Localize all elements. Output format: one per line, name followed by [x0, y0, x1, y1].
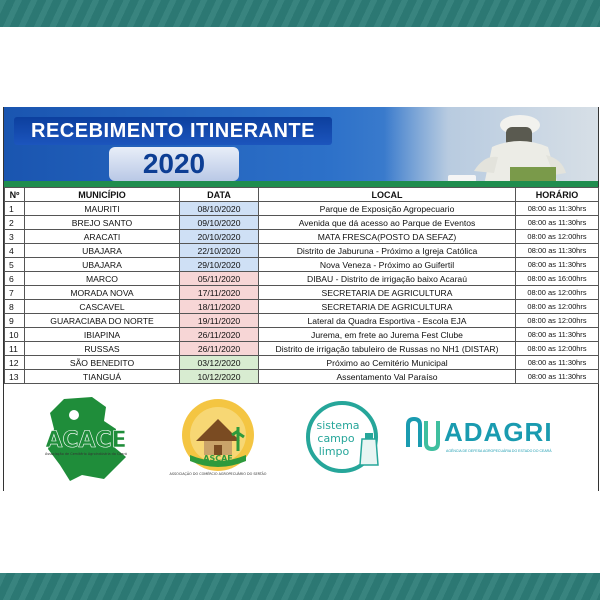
row-number: 9 — [5, 314, 25, 328]
row-local: Nova Veneza - Próximo ao Guifertil — [259, 258, 516, 272]
table-row — [5, 356, 599, 370]
row-local: Distrito de irrigação tabuleiro de Russas no NH1 (DISTAR) — [259, 342, 516, 356]
table-row — [5, 342, 599, 356]
row-local: Distrito de Jaburuna - Próximo a Igreja Católica — [259, 244, 516, 258]
banner-title — [14, 117, 332, 179]
table-row — [5, 286, 599, 300]
row-horario: 08:00 as 11:30hrs — [516, 216, 599, 230]
table-row — [5, 300, 599, 314]
row-municipio: GUARACIABA DO NORTE — [25, 314, 180, 328]
row-data: 29/10/2020 — [180, 258, 259, 272]
row-number: 11 — [5, 342, 25, 356]
beekeeper-image — [454, 111, 574, 185]
title-year: 2020 — [109, 147, 239, 181]
table-row — [5, 272, 599, 286]
schedule-poster — [3, 107, 599, 491]
row-local: Assentamento Val Paraíso — [259, 370, 516, 384]
row-number: 12 — [5, 356, 25, 370]
header-data: DATA — [180, 188, 259, 202]
row-horario: 08:00 as 11:30hrs — [516, 328, 599, 342]
row-municipio: MORADA NOVA — [25, 286, 180, 300]
row-number: 8 — [5, 300, 25, 314]
row-municipio: RUSSAS — [25, 342, 180, 356]
sponsor-logos — [4, 389, 598, 491]
ascae-logo — [169, 397, 267, 479]
row-municipio: IBIAPINA — [25, 328, 180, 342]
adagri-logo — [404, 415, 584, 461]
row-local: Próximo ao Cemitério Municipal — [259, 356, 516, 370]
row-data: 26/11/2020 — [180, 328, 259, 342]
row-data: 08/10/2020 — [180, 202, 259, 216]
svg-text:sistema: sistema — [316, 419, 360, 432]
row-local: DIBAU - Distrito de irrigação baixo Acaraú — [259, 272, 516, 286]
row-data: 18/11/2020 — [180, 300, 259, 314]
row-data: 22/10/2020 — [180, 244, 259, 258]
row-number: 10 — [5, 328, 25, 342]
table-row — [5, 258, 599, 272]
svg-text:ACACE: ACACE — [45, 428, 127, 453]
svg-text:Associação de Cemitério Agroin: Associação de Cemitério Agroindústria do Ceará — [45, 452, 127, 456]
row-local: MATA FRESCA(POSTO DA SEFAZ) — [259, 230, 516, 244]
schedule-table — [4, 187, 599, 384]
svg-text:ASCAE: ASCAE — [203, 454, 233, 463]
row-municipio: UBAJARA — [25, 258, 180, 272]
row-horario: 08:00 as 12:00hrs — [516, 230, 599, 244]
row-data: 05/11/2020 — [180, 272, 259, 286]
bottom-decorative-band — [0, 573, 600, 600]
svg-text:limpo: limpo — [318, 445, 350, 458]
row-horario: 08:00 as 12:00hrs — [516, 314, 599, 328]
row-horario: 08:00 as 12:00hrs — [516, 342, 599, 356]
table-row — [5, 244, 599, 258]
row-municipio: ARACATI — [25, 230, 180, 244]
row-horario: 08:00 as 11:30hrs — [516, 258, 599, 272]
svg-text:campo: campo — [317, 432, 355, 445]
row-number: 2 — [5, 216, 25, 230]
title-recebimento-itinerante: RECEBIMENTO ITINERANTE — [14, 117, 332, 145]
row-local: Avenida que dá acesso ao Parque de Eventos — [259, 216, 516, 230]
row-municipio: MAURITI — [25, 202, 180, 216]
sistema-campo-limpo-logo — [302, 399, 388, 479]
row-data: 17/11/2020 — [180, 286, 259, 300]
row-local: SECRETARIA DE AGRICULTURA — [259, 300, 516, 314]
acace-logo — [34, 395, 139, 485]
table-header-row — [5, 188, 599, 202]
row-local: SECRETARIA DE AGRICULTURA — [259, 286, 516, 300]
table-row — [5, 370, 599, 384]
row-municipio: CASCAVEL — [25, 300, 180, 314]
row-horario: 08:00 as 12:00hrs — [516, 286, 599, 300]
row-horario: 08:00 as 11:30hrs — [516, 244, 599, 258]
header-local: LOCAL — [259, 188, 516, 202]
row-municipio: SÃO BENEDITO — [25, 356, 180, 370]
row-municipio: MARCO — [25, 272, 180, 286]
row-data: 03/12/2020 — [180, 356, 259, 370]
row-data: 26/11/2020 — [180, 342, 259, 356]
table-row — [5, 216, 599, 230]
header-number: Nº — [5, 188, 25, 202]
svg-text:ASSOCIAÇÃO DO COMÉRCIO AGROPEC: ASSOCIAÇÃO DO COMÉRCIO AGROPECUÁRIO DO SERTÃO — [169, 472, 267, 476]
row-horario: 08:00 as 11:30hrs — [516, 370, 599, 384]
row-data: 19/11/2020 — [180, 314, 259, 328]
adagri-emblem-icon — [404, 415, 442, 453]
row-data: 20/10/2020 — [180, 230, 259, 244]
table-row — [5, 202, 599, 216]
adagri-subtitle: AGÊNCIA DE DEFESA AGROPECUÁRIA DO ESTADO DO CEARÁ — [446, 449, 552, 453]
header-horario: HORÁRIO — [516, 188, 599, 202]
row-municipio: TIANGUÁ — [25, 370, 180, 384]
top-decorative-band — [0, 0, 600, 27]
row-municipio: BREJO SANTO — [25, 216, 180, 230]
table-row — [5, 230, 599, 244]
row-number: 5 — [5, 258, 25, 272]
row-horario: 08:00 as 12:00hrs — [516, 300, 599, 314]
row-local: Lateral da Quadra Esportiva - Escola EJA — [259, 314, 516, 328]
table-row — [5, 328, 599, 342]
row-number: 13 — [5, 370, 25, 384]
row-number: 1 — [5, 202, 25, 216]
row-data: 09/10/2020 — [180, 216, 259, 230]
row-number: 7 — [5, 286, 25, 300]
row-municipio: UBAJARA — [25, 244, 180, 258]
header-municipio: MUNICÍPIO — [25, 188, 180, 202]
row-horario: 08:00 as 11:30hrs — [516, 202, 599, 216]
row-horario: 08:00 as 11:30hrs — [516, 356, 599, 370]
row-number: 3 — [5, 230, 25, 244]
row-number: 4 — [5, 244, 25, 258]
row-local: Jurema, em frete ao Jurema Fest Clube — [259, 328, 516, 342]
adagri-name: ADAGRI — [444, 417, 553, 447]
poster-banner — [4, 107, 598, 185]
row-number: 6 — [5, 272, 25, 286]
table-row — [5, 314, 599, 328]
row-data: 10/12/2020 — [180, 370, 259, 384]
row-horario: 08:00 as 16:00hrs — [516, 272, 599, 286]
row-local: Parque de Exposição Agropecuario — [259, 202, 516, 216]
